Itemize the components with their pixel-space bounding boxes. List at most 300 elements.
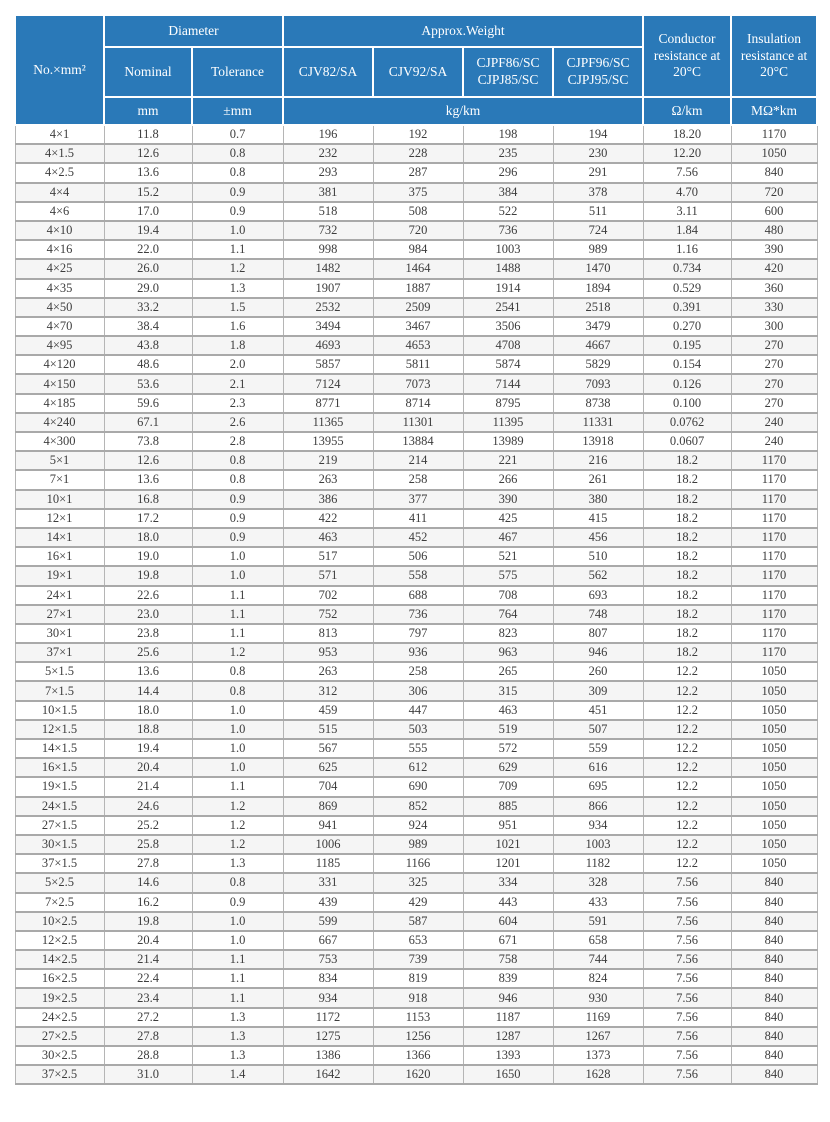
- cell-cjv92-sa: 287: [373, 163, 463, 182]
- cell-cjv82-sa: 953: [283, 643, 373, 662]
- cell-cjv82-sa: 813: [283, 624, 373, 643]
- cell-insulation-resistance: 1050: [731, 701, 817, 720]
- cell-no: 5×2.5: [15, 873, 104, 892]
- cell-cjv92-sa: 214: [373, 451, 463, 470]
- cell-cjv92-sa: 797: [373, 624, 463, 643]
- cell-insulation-resistance: 1050: [731, 835, 817, 854]
- cell-no: 16×2.5: [15, 969, 104, 988]
- cell-cjpf96-sc-cjpj95-sc: 260: [553, 662, 643, 681]
- cell-conductor-resistance: 18.2: [643, 624, 731, 643]
- cell-cjv82-sa: 459: [283, 701, 373, 720]
- cell-conductor-resistance: 1.16: [643, 240, 731, 259]
- cell-nominal: 14.6: [104, 873, 192, 892]
- table-row: [15, 969, 817, 988]
- cell-no: 27×1: [15, 605, 104, 624]
- cell-no: 4×1.5: [15, 144, 104, 163]
- cell-nominal: 19.8: [104, 566, 192, 585]
- cell-conductor-resistance: 18.2: [643, 586, 731, 605]
- table-row: [15, 1065, 817, 1084]
- cell-nominal: 25.2: [104, 816, 192, 835]
- cell-tolerance: 1.0: [192, 720, 283, 739]
- cell-insulation-resistance: 600: [731, 202, 817, 221]
- cell-cjpf86-sc-cjpj85-sc: 1003: [463, 240, 553, 259]
- cell-no: 4×4: [15, 183, 104, 202]
- table-row: [15, 777, 817, 796]
- cell-conductor-resistance: 18.2: [643, 528, 731, 547]
- cell-conductor-resistance: 4.70: [643, 183, 731, 202]
- cell-cjv92-sa: 508: [373, 202, 463, 221]
- cell-cjpf96-sc-cjpj95-sc: 261: [553, 470, 643, 489]
- cell-nominal: 25.8: [104, 835, 192, 854]
- cell-cjpf86-sc-cjpj85-sc: 839: [463, 969, 553, 988]
- cell-insulation-resistance: 1170: [731, 605, 817, 624]
- cell-conductor-resistance: 0.154: [643, 355, 731, 374]
- cell-cjv82-sa: 934: [283, 988, 373, 1007]
- cell-insulation-resistance: 1170: [731, 547, 817, 566]
- cell-cjpf96-sc-cjpj95-sc: 507: [553, 720, 643, 739]
- cell-cjv92-sa: 1620: [373, 1065, 463, 1084]
- cell-cjpf96-sc-cjpj95-sc: 511: [553, 202, 643, 221]
- unit-ohm-km: Ω/km: [643, 97, 731, 125]
- cell-cjpf96-sc-cjpj95-sc: 866: [553, 797, 643, 816]
- cell-cjpf86-sc-cjpj85-sc: 8795: [463, 394, 553, 413]
- cell-cjv82-sa: 753: [283, 950, 373, 969]
- cell-cjv92-sa: 228: [373, 144, 463, 163]
- cell-insulation-resistance: 360: [731, 279, 817, 298]
- cell-cjpf86-sc-cjpj85-sc: 467: [463, 528, 553, 547]
- cell-cjv82-sa: 1172: [283, 1008, 373, 1027]
- cell-cjpf96-sc-cjpj95-sc: 13918: [553, 432, 643, 451]
- cell-cjv92-sa: 258: [373, 662, 463, 681]
- cell-nominal: 16.8: [104, 490, 192, 509]
- unit-tolerance-mm: ±mm: [192, 97, 283, 125]
- cell-conductor-resistance: 7.56: [643, 1008, 731, 1027]
- cell-cjpf86-sc-cjpj85-sc: 2541: [463, 298, 553, 317]
- table-row: [15, 125, 817, 144]
- cell-no: 4×1: [15, 125, 104, 144]
- table-row: [15, 739, 817, 758]
- cell-insulation-resistance: 1050: [731, 797, 817, 816]
- cell-tolerance: 2.0: [192, 355, 283, 374]
- table-row: [15, 893, 817, 912]
- cell-nominal: 17.2: [104, 509, 192, 528]
- cell-tolerance: 1.0: [192, 701, 283, 720]
- unit-kg-km: kg/km: [283, 97, 643, 125]
- cell-conductor-resistance: 7.56: [643, 931, 731, 950]
- cell-insulation-resistance: 1170: [731, 566, 817, 585]
- cell-conductor-resistance: 0.100: [643, 394, 731, 413]
- cell-cjv92-sa: 555: [373, 739, 463, 758]
- cell-cjv92-sa: 736: [373, 605, 463, 624]
- cell-cjpf96-sc-cjpj95-sc: 309: [553, 681, 643, 700]
- cell-cjv82-sa: 941: [283, 816, 373, 835]
- cell-cjpf86-sc-cjpj85-sc: 1488: [463, 259, 553, 278]
- cell-cjpf96-sc-cjpj95-sc: 559: [553, 739, 643, 758]
- cell-nominal: 19.4: [104, 739, 192, 758]
- cell-cjv92-sa: 8714: [373, 394, 463, 413]
- cell-cjpf96-sc-cjpj95-sc: 415: [553, 509, 643, 528]
- cell-insulation-resistance: 1170: [731, 451, 817, 470]
- cell-cjv92-sa: 7073: [373, 374, 463, 393]
- cell-tolerance: 1.0: [192, 566, 283, 585]
- cell-no: 12×1.5: [15, 720, 104, 739]
- cell-cjpf86-sc-cjpj85-sc: 1914: [463, 279, 553, 298]
- cell-cjpf86-sc-cjpj85-sc: 4708: [463, 336, 553, 355]
- cell-cjv92-sa: 447: [373, 701, 463, 720]
- cell-cjpf86-sc-cjpj85-sc: 671: [463, 931, 553, 950]
- cell-conductor-resistance: 18.20: [643, 125, 731, 144]
- cell-nominal: 23.0: [104, 605, 192, 624]
- cell-cjpf86-sc-cjpj85-sc: 7144: [463, 374, 553, 393]
- cell-cjv82-sa: 422: [283, 509, 373, 528]
- cell-insulation-resistance: 840: [731, 969, 817, 988]
- cell-tolerance: 1.3: [192, 854, 283, 873]
- cell-cjpf86-sc-cjpj85-sc: 572: [463, 739, 553, 758]
- cell-conductor-resistance: 12.2: [643, 701, 731, 720]
- cell-no: 5×1.5: [15, 662, 104, 681]
- cell-nominal: 23.8: [104, 624, 192, 643]
- cell-tolerance: 2.6: [192, 413, 283, 432]
- cell-cjv92-sa: 503: [373, 720, 463, 739]
- cell-cjv92-sa: 4653: [373, 336, 463, 355]
- cell-insulation-resistance: 840: [731, 873, 817, 892]
- cell-nominal: 17.0: [104, 202, 192, 221]
- cell-nominal: 53.6: [104, 374, 192, 393]
- cell-cjpf86-sc-cjpj85-sc: 823: [463, 624, 553, 643]
- cell-tolerance: 1.1: [192, 950, 283, 969]
- cell-conductor-resistance: 18.2: [643, 605, 731, 624]
- cell-insulation-resistance: 840: [731, 931, 817, 950]
- table-row: [15, 490, 817, 509]
- cell-cjpf96-sc-cjpj95-sc: 194: [553, 125, 643, 144]
- cell-cjv82-sa: 13955: [283, 432, 373, 451]
- cell-no: 7×1.5: [15, 681, 104, 700]
- cell-no: 7×2.5: [15, 893, 104, 912]
- cell-tolerance: 1.1: [192, 605, 283, 624]
- cell-no: 12×1: [15, 509, 104, 528]
- cell-cjpf96-sc-cjpj95-sc: 744: [553, 950, 643, 969]
- cell-insulation-resistance: 1170: [731, 470, 817, 489]
- cell-nominal: 43.8: [104, 336, 192, 355]
- cell-cjpf96-sc-cjpj95-sc: 433: [553, 893, 643, 912]
- cell-cjpf86-sc-cjpj85-sc: 946: [463, 988, 553, 1007]
- cell-no: 4×25: [15, 259, 104, 278]
- cell-conductor-resistance: 18.2: [643, 490, 731, 509]
- cell-cjpf96-sc-cjpj95-sc: 930: [553, 988, 643, 1007]
- cell-cjv92-sa: 587: [373, 912, 463, 931]
- cell-cjpf96-sc-cjpj95-sc: 5829: [553, 355, 643, 374]
- cell-cjpf86-sc-cjpj85-sc: 575: [463, 566, 553, 585]
- cell-no: 24×1.5: [15, 797, 104, 816]
- cell-conductor-resistance: 0.734: [643, 259, 731, 278]
- cell-cjv82-sa: 463: [283, 528, 373, 547]
- table-row: [15, 259, 817, 278]
- cell-conductor-resistance: 0.195: [643, 336, 731, 355]
- unit-mohm-km: MΩ*km: [731, 97, 817, 125]
- cell-cjv82-sa: 1482: [283, 259, 373, 278]
- table-row: [15, 183, 817, 202]
- cell-cjv82-sa: 752: [283, 605, 373, 624]
- cell-cjpf96-sc-cjpj95-sc: 989: [553, 240, 643, 259]
- cell-conductor-resistance: 3.11: [643, 202, 731, 221]
- cell-cjv82-sa: 1006: [283, 835, 373, 854]
- cell-insulation-resistance: 300: [731, 317, 817, 336]
- cell-conductor-resistance: 7.56: [643, 873, 731, 892]
- table-row: [15, 1027, 817, 1046]
- table-row: [15, 509, 817, 528]
- cell-no: 16×1.5: [15, 758, 104, 777]
- cell-cjv92-sa: 192: [373, 125, 463, 144]
- cell-cjv82-sa: 667: [283, 931, 373, 950]
- cell-tolerance: 1.2: [192, 816, 283, 835]
- table-row: [15, 854, 817, 873]
- cell-no: 4×16: [15, 240, 104, 259]
- table-row: [15, 912, 817, 931]
- col-header-diameter: Diameter: [104, 15, 283, 47]
- cell-cjpf86-sc-cjpj85-sc: 463: [463, 701, 553, 720]
- cell-tolerance: 1.1: [192, 624, 283, 643]
- cell-cjpf86-sc-cjpj85-sc: 296: [463, 163, 553, 182]
- cell-nominal: 28.8: [104, 1046, 192, 1065]
- cell-cjpf96-sc-cjpj95-sc: 807: [553, 624, 643, 643]
- cell-cjv92-sa: 429: [373, 893, 463, 912]
- col-header-cjv82-sa: CJV82/SA: [283, 47, 373, 97]
- table-row: [15, 988, 817, 1007]
- cell-cjv92-sa: 688: [373, 586, 463, 605]
- cell-cjpf86-sc-cjpj85-sc: 198: [463, 125, 553, 144]
- cell-cjv92-sa: 306: [373, 681, 463, 700]
- cell-nominal: 22.4: [104, 969, 192, 988]
- cell-cjpf96-sc-cjpj95-sc: 1169: [553, 1008, 643, 1027]
- cell-conductor-resistance: 18.2: [643, 470, 731, 489]
- cell-nominal: 12.6: [104, 451, 192, 470]
- cell-insulation-resistance: 1050: [731, 854, 817, 873]
- cell-cjv82-sa: 1185: [283, 854, 373, 873]
- cell-cjpf86-sc-cjpj85-sc: 235: [463, 144, 553, 163]
- cell-cjv82-sa: 517: [283, 547, 373, 566]
- cell-tolerance: 0.8: [192, 144, 283, 163]
- table-row: [15, 758, 817, 777]
- cell-nominal: 26.0: [104, 259, 192, 278]
- table-row: [15, 547, 817, 566]
- cell-tolerance: 1.0: [192, 221, 283, 240]
- table-row: [15, 221, 817, 240]
- cell-cjv92-sa: 1464: [373, 259, 463, 278]
- cell-tolerance: 0.9: [192, 528, 283, 547]
- cell-cjpf96-sc-cjpj95-sc: 7093: [553, 374, 643, 393]
- cell-no: 14×1.5: [15, 739, 104, 758]
- cell-cjv92-sa: 852: [373, 797, 463, 816]
- cell-cjv82-sa: 5857: [283, 355, 373, 374]
- cell-insulation-resistance: 840: [731, 1065, 817, 1084]
- cell-no: 5×1: [15, 451, 104, 470]
- cell-no: 12×2.5: [15, 931, 104, 950]
- table-row: [15, 470, 817, 489]
- cell-no: 10×2.5: [15, 912, 104, 931]
- cell-insulation-resistance: 1170: [731, 125, 817, 144]
- cell-insulation-resistance: 1050: [731, 681, 817, 700]
- cell-cjv92-sa: 3467: [373, 317, 463, 336]
- cell-tolerance: 1.6: [192, 317, 283, 336]
- cell-tolerance: 1.1: [192, 969, 283, 988]
- cell-tolerance: 0.8: [192, 662, 283, 681]
- table-header: [15, 15, 817, 125]
- cell-cjpf96-sc-cjpj95-sc: 946: [553, 643, 643, 662]
- cell-tolerance: 0.9: [192, 183, 283, 202]
- cell-cjpf96-sc-cjpj95-sc: 724: [553, 221, 643, 240]
- cell-tolerance: 2.8: [192, 432, 283, 451]
- table-row: [15, 163, 817, 182]
- table-row: [15, 873, 817, 892]
- cell-cjpf86-sc-cjpj85-sc: 425: [463, 509, 553, 528]
- cell-cjv82-sa: 2532: [283, 298, 373, 317]
- cell-tolerance: 1.0: [192, 931, 283, 950]
- cell-cjv92-sa: 612: [373, 758, 463, 777]
- cell-cjpf96-sc-cjpj95-sc: 1182: [553, 854, 643, 873]
- table-row: [15, 605, 817, 624]
- cell-tolerance: 2.3: [192, 394, 283, 413]
- cell-cjv82-sa: 8771: [283, 394, 373, 413]
- cell-conductor-resistance: 18.2: [643, 509, 731, 528]
- cell-cjv82-sa: 439: [283, 893, 373, 912]
- cell-cjv82-sa: 599: [283, 912, 373, 931]
- table-row: [15, 394, 817, 413]
- cell-nominal: 12.6: [104, 144, 192, 163]
- cell-cjpf96-sc-cjpj95-sc: 378: [553, 183, 643, 202]
- table-row: [15, 566, 817, 585]
- table-row: [15, 374, 817, 393]
- cell-tolerance: 1.1: [192, 988, 283, 1007]
- cell-cjpf86-sc-cjpj85-sc: 736: [463, 221, 553, 240]
- cell-nominal: 23.4: [104, 988, 192, 1007]
- cell-conductor-resistance: 7.56: [643, 969, 731, 988]
- cell-cjv92-sa: 506: [373, 547, 463, 566]
- cell-nominal: 14.4: [104, 681, 192, 700]
- cell-nominal: 27.2: [104, 1008, 192, 1027]
- cell-cjpf86-sc-cjpj85-sc: 708: [463, 586, 553, 605]
- cell-cjpf96-sc-cjpj95-sc: 1003: [553, 835, 643, 854]
- cell-cjv82-sa: 381: [283, 183, 373, 202]
- cell-cjpf86-sc-cjpj85-sc: 384: [463, 183, 553, 202]
- cell-nominal: 16.2: [104, 893, 192, 912]
- cell-cjpf96-sc-cjpj95-sc: 456: [553, 528, 643, 547]
- col-header-cjv92-sa: CJV92/SA: [373, 47, 463, 97]
- cell-conductor-resistance: 12.2: [643, 758, 731, 777]
- cell-cjpf96-sc-cjpj95-sc: 1373: [553, 1046, 643, 1065]
- cell-nominal: 27.8: [104, 854, 192, 873]
- cell-cjpf86-sc-cjpj85-sc: 11395: [463, 413, 553, 432]
- cell-cjpf96-sc-cjpj95-sc: 291: [553, 163, 643, 182]
- table-body: [15, 125, 817, 1084]
- cell-cjv92-sa: 2509: [373, 298, 463, 317]
- cell-no: 4×300: [15, 432, 104, 451]
- cell-insulation-resistance: 840: [731, 163, 817, 182]
- cell-no: 4×50: [15, 298, 104, 317]
- cell-no: 4×70: [15, 317, 104, 336]
- cell-cjpf86-sc-cjpj85-sc: 758: [463, 950, 553, 969]
- cell-cjv82-sa: 331: [283, 873, 373, 892]
- cell-cjpf96-sc-cjpj95-sc: 3479: [553, 317, 643, 336]
- cell-no: 16×1: [15, 547, 104, 566]
- cell-cjv92-sa: 11301: [373, 413, 463, 432]
- cell-nominal: 13.6: [104, 470, 192, 489]
- cell-cjv92-sa: 1887: [373, 279, 463, 298]
- col-header-insulation-resistance: Insulation resistance at 20°C: [731, 15, 817, 97]
- cell-cjpf86-sc-cjpj85-sc: 334: [463, 873, 553, 892]
- cell-insulation-resistance: 390: [731, 240, 817, 259]
- cell-cjv92-sa: 325: [373, 873, 463, 892]
- cell-cjpf86-sc-cjpj85-sc: 221: [463, 451, 553, 470]
- cell-cjpf86-sc-cjpj85-sc: 3506: [463, 317, 553, 336]
- cell-cjpf86-sc-cjpj85-sc: 764: [463, 605, 553, 624]
- cell-conductor-resistance: 12.2: [643, 835, 731, 854]
- cell-cjpf96-sc-cjpj95-sc: 1267: [553, 1027, 643, 1046]
- cell-cjv92-sa: 411: [373, 509, 463, 528]
- cell-cjpf96-sc-cjpj95-sc: 230: [553, 144, 643, 163]
- table-row: [15, 451, 817, 470]
- cell-no: 30×1: [15, 624, 104, 643]
- cell-tolerance: 0.9: [192, 509, 283, 528]
- col-header-cjpf96-sc: CJPF96/SC CJPJ95/SC: [553, 47, 643, 97]
- cell-conductor-resistance: 7.56: [643, 1065, 731, 1084]
- cell-tolerance: 1.4: [192, 1065, 283, 1084]
- cell-cjv82-sa: 571: [283, 566, 373, 585]
- cell-no: 10×1.5: [15, 701, 104, 720]
- cell-insulation-resistance: 1170: [731, 490, 817, 509]
- col-header-tolerance: Tolerance: [192, 47, 283, 97]
- cell-cjv82-sa: 625: [283, 758, 373, 777]
- cell-no: 27×1.5: [15, 816, 104, 835]
- cell-cjpf96-sc-cjpj95-sc: 591: [553, 912, 643, 931]
- cell-cjv82-sa: 567: [283, 739, 373, 758]
- cell-conductor-resistance: 7.56: [643, 1027, 731, 1046]
- cell-insulation-resistance: 1170: [731, 624, 817, 643]
- cell-cjpf96-sc-cjpj95-sc: 658: [553, 931, 643, 950]
- cell-no: 4×10: [15, 221, 104, 240]
- cell-conductor-resistance: 7.56: [643, 912, 731, 931]
- cell-no: 10×1: [15, 490, 104, 509]
- cell-conductor-resistance: 12.2: [643, 777, 731, 796]
- cell-tolerance: 0.8: [192, 470, 283, 489]
- cell-tolerance: 1.0: [192, 912, 283, 931]
- cell-cjpf96-sc-cjpj95-sc: 695: [553, 777, 643, 796]
- table-row: [15, 662, 817, 681]
- cell-cjv92-sa: 918: [373, 988, 463, 1007]
- col-header-nominal: Nominal: [104, 47, 192, 97]
- cell-cjv82-sa: 386: [283, 490, 373, 509]
- cell-cjv82-sa: 834: [283, 969, 373, 988]
- cell-nominal: 18.0: [104, 701, 192, 720]
- cell-conductor-resistance: 7.56: [643, 163, 731, 182]
- cell-insulation-resistance: 720: [731, 183, 817, 202]
- table-row: [15, 528, 817, 547]
- cell-cjpf96-sc-cjpj95-sc: 616: [553, 758, 643, 777]
- cell-tolerance: 1.2: [192, 835, 283, 854]
- cell-insulation-resistance: 240: [731, 413, 817, 432]
- cell-cjv92-sa: 984: [373, 240, 463, 259]
- cell-cjv92-sa: 5811: [373, 355, 463, 374]
- cell-nominal: 20.4: [104, 758, 192, 777]
- cell-conductor-resistance: 7.56: [643, 988, 731, 1007]
- cell-nominal: 18.0: [104, 528, 192, 547]
- cell-tolerance: 1.3: [192, 1027, 283, 1046]
- cell-insulation-resistance: 420: [731, 259, 817, 278]
- cell-cjpf96-sc-cjpj95-sc: 1470: [553, 259, 643, 278]
- cell-cjpf86-sc-cjpj85-sc: 951: [463, 816, 553, 835]
- cell-cjv92-sa: 739: [373, 950, 463, 969]
- cell-nominal: 13.6: [104, 662, 192, 681]
- cell-nominal: 19.4: [104, 221, 192, 240]
